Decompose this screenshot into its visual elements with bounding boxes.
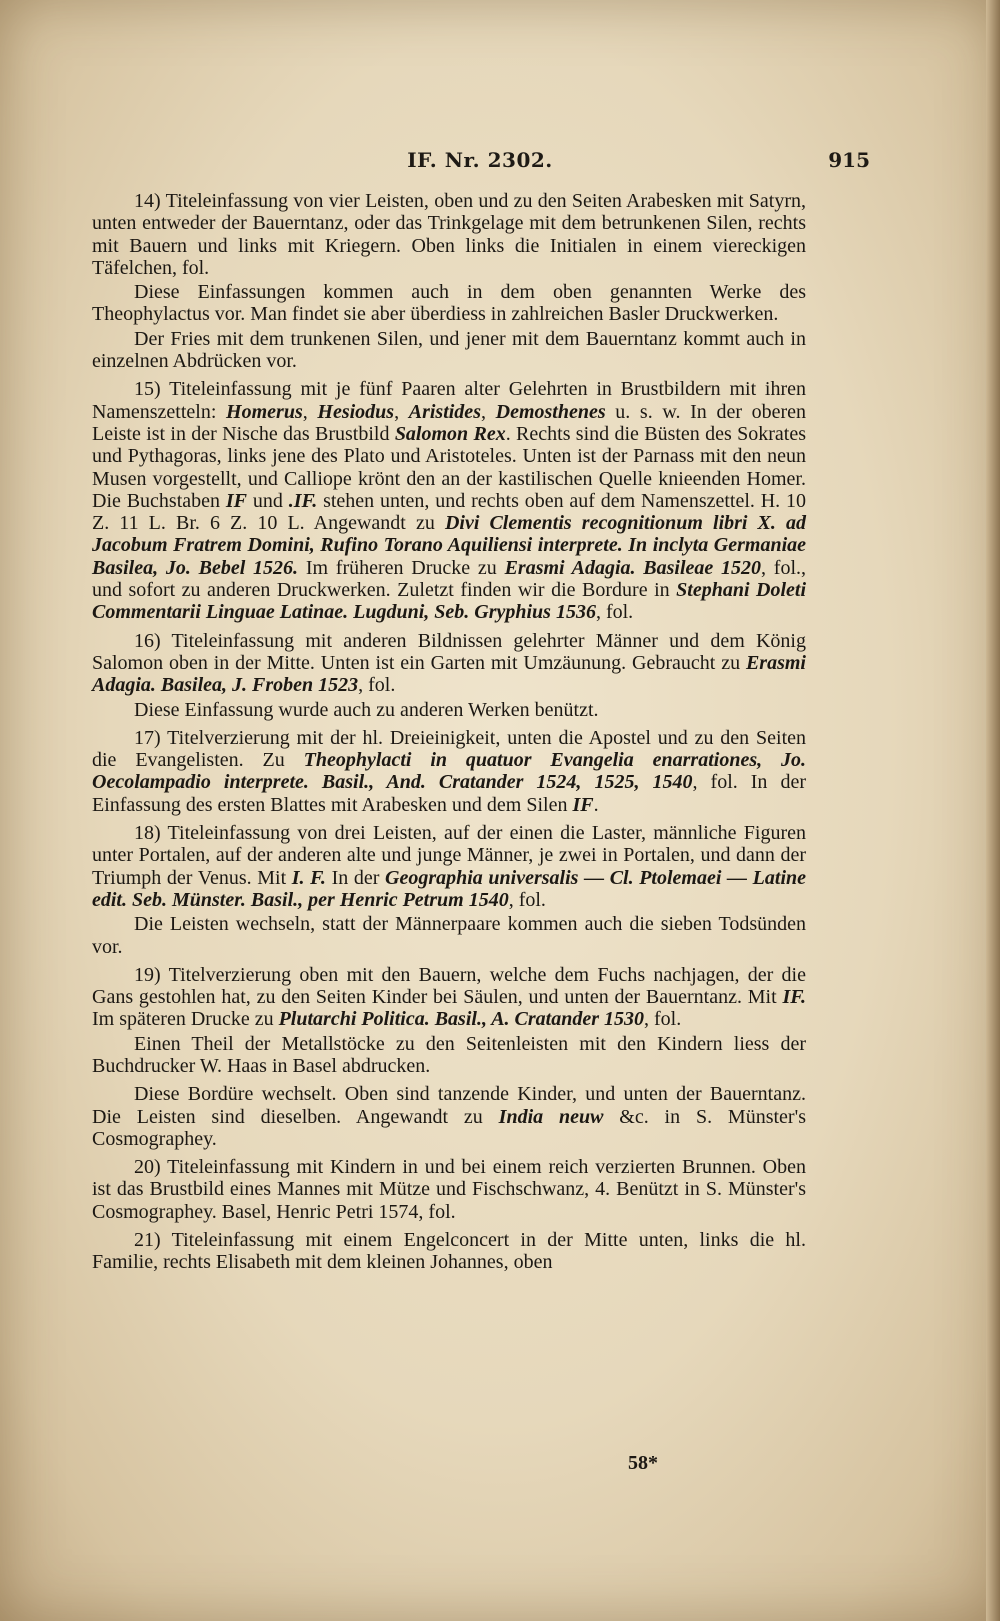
paragraph-14-note-1: Diese Einfassungen kommen auch in dem oben genannten Werke des Theophylactus vor. Man findet sie aber überdiess in zahlreichen Basler Druckwerken. — [92, 281, 806, 326]
paragraph-18-note: Die Leisten wechseln, statt der Männerpaare kommen auch die sieben Todsünden vor. — [92, 913, 806, 958]
paragraph-19: 19) Titelverzierung oben mit den Bauern, welche dem Fuchs nachjagen, der die Gans gestohlen hat, zu den Seiten Kinder bei Säulen, und unten der Bauerntanz. Mit IF. Im späteren Drucke zu Plutarchi Politica. Basil., A. Cratander 1530, fol. — [92, 963, 806, 1031]
signature-mark: 58* — [628, 1452, 658, 1474]
running-title: IF. Nr. 2302. — [407, 148, 553, 172]
paragraph-19-note-1: Einen Theil der Metallstöcke zu den Seitenleisten mit den Kindern liess der Buchdrucker W. Haas in Basel abdrucken. — [92, 1032, 806, 1077]
paragraph-14-note-2: Der Fries mit dem trunkenen Silen, und jener mit dem Bauerntanz kommt auch in einzelnen Abdrücken vor. — [92, 327, 806, 373]
body-text — [92, 190, 806, 1276]
paragraph-18: 18) Titeleinfassung von drei Leisten, auf der einen die Laster, männliche Figuren unter Portalen, auf der anderen alte und junge Männer, je zwei in Portalen, und dann der Triumph der Venus. Mit I. F. In der Geographia universalis — Cl. Ptolemaei — Latine edit. Seb. Münster. Basil., per Henric Petrum 1540, fol. — [92, 822, 806, 911]
page-number: 915 — [828, 148, 870, 172]
paragraph-15: 15) Titeleinfassung mit je fünf Paaren alter Gelehrten in Brustbildern mit ihren Namenszetteln: Homerus, Hesiodus, Aristides, Demosthenes u. s. w. In der oberen Leiste ist in der Nische das Brustbild Salomon Rex. Rechts sind die Büsten des Sokrates und Pythagoras, links jene des Plato und Aristoteles. Unten ist der Parnass mit den neun Musen vorgestellt, und Calliope krönt den an der kastilischen Quelle knieenden Homer. Die Buchstaben IF und .IF. stehen unten, und rechts oben auf dem Namenszettel. H. 10 Z. 11 L. Br. 6 Z. 10 L. Angewandt zu Divi Clementis recognitionum libri X. ad Jacobum Fratrem Domini, Rufino Torano Aquiliensi interprete. In inclyta Germaniae Basilea, Jo. Bebel 1526. Im früheren Drucke zu Erasmi Adagia. Basileae 1520, fol., und sofort zu anderen Druckwerken. Zuletzt finden wir die Bordure in Stephani Doleti Commentarii Linguae Latinae. Lugduni, Seb. Gryphius 1536, fol. — [92, 378, 807, 624]
paragraph-20: 20) Titeleinfassung mit Kindern in und bei einem reich verzierten Brunnen. Oben ist das Brustbild eines Mannes mit Mütze und Fischschwanz, 4. Benützt in S. Münster's Cosmographey. Basel, Henric Petri 1574, fol. — [92, 1156, 806, 1223]
page-edge — [986, 0, 1000, 1621]
paragraph-21: 21) Titeleinfassung mit einem Engelconcert in der Mitte unten, links die hl. Familie, rechts Elisabeth mit dem kleinen Johannes, oben — [92, 1229, 806, 1274]
paragraph-14: 14) Titeleinfassung von vier Leisten, oben und zu den Seiten Arabesken mit Satyrn, unten entweder der Bauerntanz, oder das Trinkgelage mit dem betrunkenen Silen, rechts mit Bauern und links mit Kriegern. Oben links die Initialen in einem viereckigen Täfelchen, fol. — [92, 190, 806, 279]
running-header — [90, 148, 870, 178]
paragraph-19-note-2: Diese Bordüre wechselt. Oben sind tanzende Kinder, und unten der Bauerntanz. Die Leisten sind dieselben. Angewandt zu India neuw &c. in S. Münster's Cosmographey. — [92, 1083, 806, 1150]
paragraph-17: 17) Titelverzierung mit der hl. Dreieinigkeit, unten die Apostel und zu den Seiten die Evangelisten. Zu Theophylacti in quatuor Evangelia enarrationes, Jo. Oecolampadio interprete. Basil., And. Cratander 1524, 1525, 1540, fol. In der Einfassung des ersten Blattes mit Arabesken und dem Silen IF. — [92, 726, 807, 816]
paragraph-16-note: Diese Einfassung wurde auch zu anderen Werken benützt. — [134, 698, 599, 721]
paragraph-16: 16) Titeleinfassung mit anderen Bildnissen gelehrter Männer und dem König Salomon oben in der Mitte. Unten ist ein Garten mit Umzäunung. Gebraucht zu Erasmi Adagia. Basilea, J. Froben 1523, fol. — [92, 629, 806, 697]
